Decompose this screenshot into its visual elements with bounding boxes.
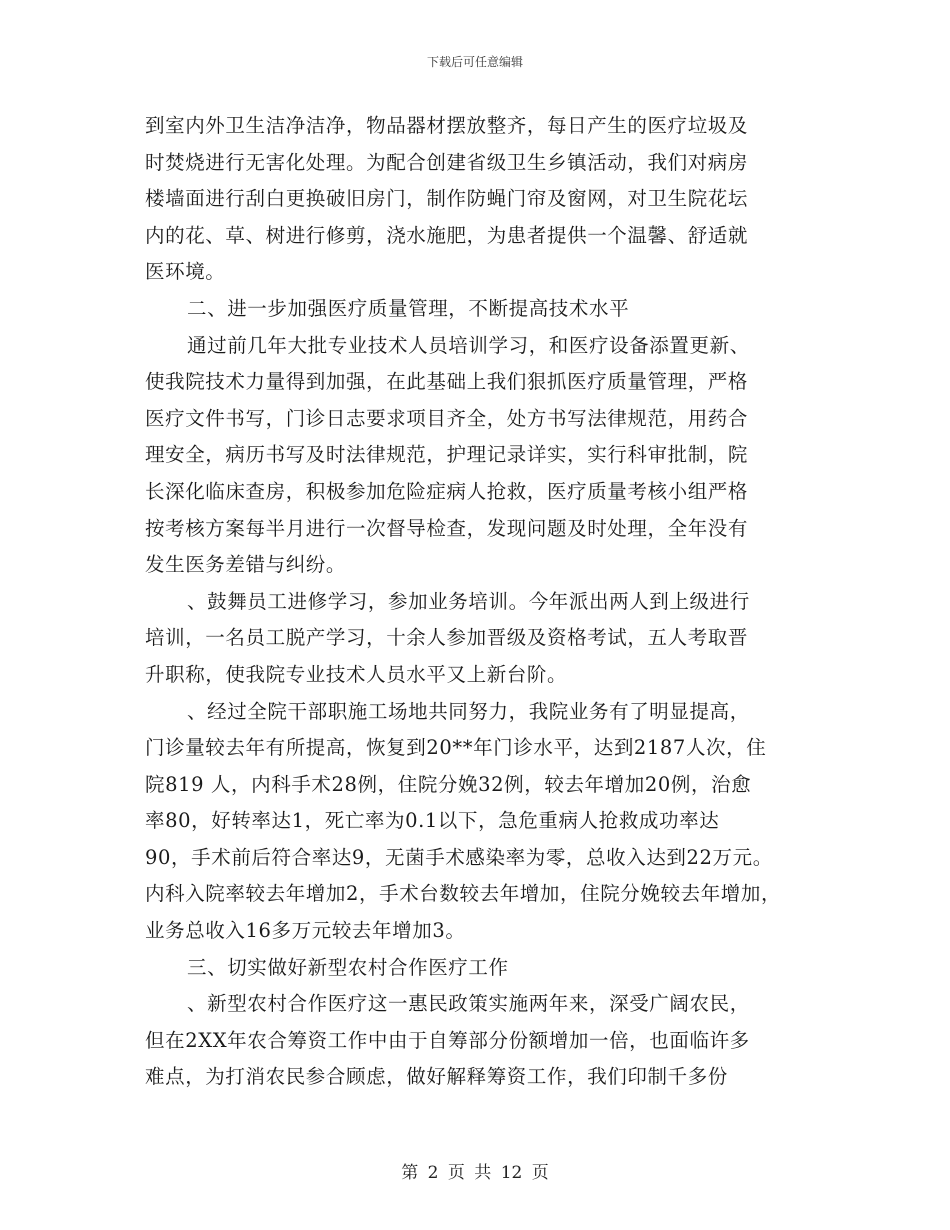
body-line: 时焚烧进行无害化处理。为配合创建省级卫生乡镇活动，我们对病房 bbox=[145, 150, 749, 174]
body-line: 到室内外卫生洁净洁净，物品器材摆放整齐，每日产生的医疗垃圾及 bbox=[145, 114, 749, 137]
body-line: 理安全，病历书写及时法律规范，护理记录详实，实行科审批制，院 bbox=[145, 443, 749, 467]
body-line: 但在2XX年农合筹资工作中由于自筹部分份额增加一倍，也面临许多 bbox=[145, 1028, 750, 1052]
body-line: 90，手术前后符合率达9，无菌手术感染率为零，总收入达到22万元。 bbox=[145, 845, 773, 869]
body-line: 升职称，使我院专业技术人员水平又上新台阶。 bbox=[145, 662, 568, 686]
body-line: 业务总收入16多万元较去年增加3。 bbox=[145, 919, 466, 943]
body-line: 内的花、草、树进行修剪，浇水施肥，为患者提供一个温馨、舒适就 bbox=[145, 223, 749, 247]
page-header: 下载后可任意编辑 bbox=[426, 55, 523, 69]
body-line: 、新型农村合作医疗这一惠民政策实施两年来，深受广阔农民， bbox=[187, 992, 750, 1016]
body-line: 长深化临床查房，积极参加危险症病人抢救，医疗质量考核小组严格 bbox=[145, 479, 749, 503]
body-line: 院819 人，内科手术28例，住院分娩32例，较去年增加20例，治愈 bbox=[145, 772, 752, 796]
body-line: 按考核方案每半月进行一次督导检查，发现问题及时处理，全年没有 bbox=[145, 516, 749, 540]
section-heading: 二、进一步加强医疗质量管理，不断提高技术水平 bbox=[187, 296, 630, 320]
body-line: 率80，好转率达1，死亡率为0.1以下，急危重病人抢救成功率达 bbox=[145, 809, 720, 833]
body-line: 医疗文件书写，门诊日志要求项目齐全，处方书写法律规范，用药合 bbox=[145, 406, 749, 430]
body-line: 培训，一名员工脱产学习，十余人参加晋级及资格考试，五人考取晋 bbox=[145, 626, 749, 650]
body-line: 难点，为打消农民参合顾虑，做好解释筹资工作，我们印制千多份 bbox=[145, 1065, 728, 1089]
body-line: 发生医务差错与纠纷。 bbox=[145, 553, 347, 577]
document-body bbox=[145, 108, 825, 1096]
page-footer: 第 2 页 共 12 页 bbox=[401, 1163, 549, 1183]
section-heading: 三、切实做好新型农村合作医疗工作 bbox=[187, 955, 509, 979]
body-line: 通过前几年大批专业技术人员培训学习，和医疗设备添置更新、 bbox=[187, 333, 750, 357]
body-line: 、鼓舞员工进修学习，参加业务培训。今年派出两人到上级进行 bbox=[187, 589, 750, 613]
body-line: 医环境。 bbox=[145, 260, 226, 284]
body-line: 使我院技术力量得到加强，在此基础上我们狠抓医疗质量管理，严格 bbox=[145, 370, 749, 394]
body-line: 、经过全院干部职施工场地共同努力，我院业务有了明显提高， bbox=[187, 699, 750, 723]
body-line: 门诊量较去年有所提高，恢复到20**年门诊水平，达到2187人次，住 bbox=[145, 736, 767, 760]
body-line: 楼墙面进行刮白更换破旧房门，制作防蝇门帘及窗网，对卫生院花坛 bbox=[145, 187, 749, 211]
body-line: 内科入院率较去年增加2，手术台数较去年增加，住院分娩较去年增加， bbox=[145, 882, 782, 906]
